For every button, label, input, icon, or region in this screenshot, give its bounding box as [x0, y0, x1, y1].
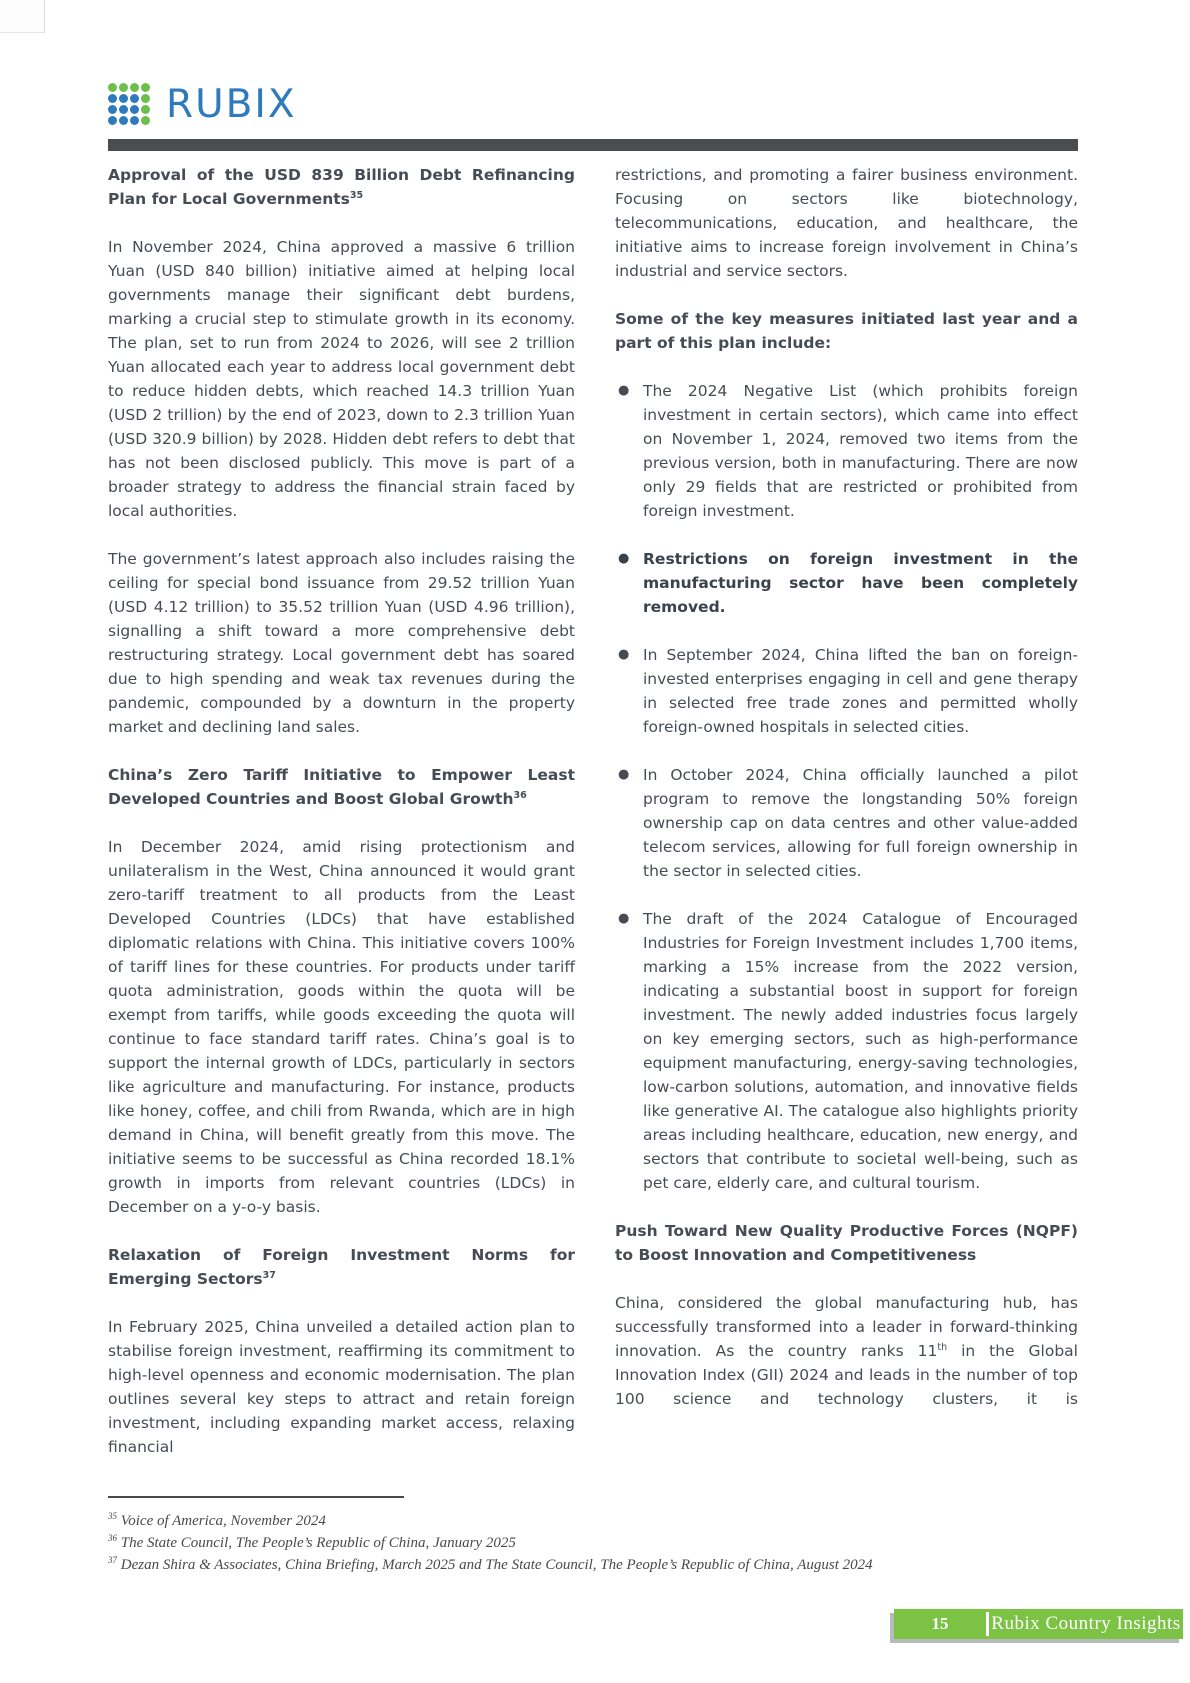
footnote-35 — [108, 1510, 1018, 1532]
list-item-text: The 2024 Negative List (which prohibits foreign investment in certain sectors), which came into effect on November 1, 2024, removed two items from the previous version, both in manufacturing. There are now only 29 fields that are restricted or prohibited from foreign investment. — [643, 382, 1078, 520]
list-item-text: Restrictions on foreign investment in the manufacturing sector have been completely removed. — [643, 550, 1078, 616]
list-item-cell-gene-therapy — [615, 643, 1078, 739]
list-item-restrictions-removed — [615, 547, 1078, 619]
footnote-number: 37 — [108, 1555, 117, 1565]
bullet-icon: ● — [618, 911, 630, 926]
footnote-36 — [108, 1532, 1018, 1554]
paragraph-zero-tariff: In December 2024, amid rising protectionism and unilateralism in the West, China announced it would grant zero-tariff treatment to all products from the Least Developed Countries (LDCs) that have established diplomatic relations with China. This initiative covers 100% of tariff lines for these countries. For products under tariff quota administration, goods within the quota will be exempt from tariffs, while goods exceeding the quota will continue to face standard tariff rates. China’s goal is to support the internal growth of LDCs, particularly in sectors like agriculture and manufacturing. For instance, products like honey, coffee, and chili from Rwanda, which are in high demand in China, will benefit greatly from this move. The initiative seems to be successful as China recorded 18.1% growth in imports from relevant countries (LDCs) in December on a y-o-y basis. — [108, 838, 575, 1216]
footer-bar — [894, 1609, 1183, 1639]
heading-text: Relaxation of Foreign Investment Norms for Emerging Sectors — [108, 1246, 575, 1288]
paragraph-text: China, considered the global manufacturing hub, has successfully transformed into a leader in forward-thinking innovation. As the country ranks 11 — [615, 1294, 1078, 1360]
page-number: 15 — [931, 1614, 949, 1633]
ordinal-superscript: th — [937, 1341, 948, 1353]
footnote-text: Voice of America, November 2024 — [120, 1513, 326, 1529]
heading-zero-tariff-initiative — [108, 763, 575, 811]
key-measures-list — [615, 379, 1078, 1195]
paragraph-foreign-investment-continued: restrictions, and promoting a fairer business environment. Focusing on sectors like biotechnology, telecommunications, education, and healthcare, the initiative aims to increase foreign involvement in China’s industrial and service sectors. — [615, 166, 1078, 280]
footnote-number: 35 — [108, 1511, 117, 1521]
list-item-negative-list — [615, 379, 1078, 523]
footnotes — [108, 1496, 1018, 1576]
two-column-body — [108, 163, 1078, 1483]
right-column — [615, 163, 1078, 1483]
bullet-icon: ● — [618, 647, 630, 662]
paragraph-debt-plan-2: The government’s latest approach also includes raising the ceiling for special bond issuance from 29.52 trillion Yuan (USD 4.12 trillion) to 35.52 trillion Yuan (USD 4.96 trillion), signalling a shift toward a more comprehensive debt restructuring strategy. Local government debt has soared due to high spending and weak tax revenues during the pandemic, compounded by a downturn in the property market and declining land sales. — [108, 550, 575, 736]
corner-artifact — [0, 0, 45, 33]
heading-text: Approval of the USD 839 Billion Debt Refinancing Plan for Local Governments — [108, 166, 575, 208]
brand-name: RUBIX — [166, 81, 297, 127]
paragraph-debt-plan-1: In November 2024, China approved a massive 6 trillion Yuan (USD 840 billion) initiative aimed at helping local governments manage their significant debt burdens, marking a crucial step to stimulate growth in its economy. The plan, set to run from 2024 to 2026, will see 2 trillion Yuan allocated each year to address local government debt to reduce hidden debts, which reached 14.3 trillion Yuan (USD 2 trillion) by the end of 2023, down to 2.3 trillion Yuan (USD 320.9 billion) by 2028. Hidden debt refers to debt that has not been disclosed publicly. This move is part of a broader strategy to address the financial strain faced by local authorities. — [108, 238, 575, 520]
heading-debt-refinancing-plan — [108, 163, 575, 211]
footnote-37 — [108, 1554, 1018, 1576]
list-item-ownership-cap-pilot — [615, 763, 1078, 883]
bullet-icon: ● — [618, 383, 630, 398]
footer-label: Rubix Country Insights — [991, 1613, 1181, 1634]
left-column — [108, 163, 575, 1483]
heading-relaxation-foreign-investment — [108, 1243, 575, 1291]
footnote-divider — [108, 1496, 404, 1498]
list-item-text: In October 2024, China officially launched a pilot program to remove the longstanding 50% foreign ownership cap on data centres and other value-added telecom services, allowing for full foreign ownership in the sector in selected cities. — [643, 766, 1078, 880]
paragraph-nqpf — [615, 1291, 1078, 1411]
footnote-ref-37: 37 — [262, 1269, 276, 1281]
bullet-icon: ● — [618, 767, 630, 782]
heading-nqpf: Push Toward New Quality Productive Forces (NQPF) to Boost Innovation and Competitiveness — [615, 1222, 1078, 1264]
footnote-number: 36 — [108, 1533, 117, 1543]
header-rule — [108, 139, 1078, 151]
footnote-text: The State Council, The People’s Republic of China, January 2025 — [120, 1535, 516, 1551]
rubix-logo — [108, 83, 297, 125]
list-item-text: The draft of the 2024 Catalogue of Encouraged Industries for Foreign Investment includes 1,700 items, marking a 15% increase from the 2022 version, indicating a substantial boost in support for foreign investment. The newly added industries focus largely on key emerging sectors, such as high-performance equipment manufacturing, energy-saving technologies, low-carbon solutions, automation, and innovative fields like generative AI. The catalogue also highlights priority areas including healthcare, education, new energy, and sectors that contribute to societal well-being, such as pet care, elderly care, and cultural tourism. — [643, 910, 1078, 1192]
heading-text: China’s Zero Tariff Initiative to Empower Least Developed Countries and Boost Global Growth — [108, 766, 575, 808]
footnote-ref-35: 35 — [349, 189, 364, 201]
paragraph-foreign-investment-plan: In February 2025, China unveiled a detailed action plan to stabilise foreign investment, reaffirming its commitment to high-level openness and economic modernisation. The plan outlines several key steps to attract and retain foreign investment, including expanding market access, relaxing financial — [108, 1318, 575, 1456]
bullet-icon: ● — [618, 551, 630, 566]
footnote-ref-36: 36 — [513, 789, 527, 801]
paragraph-text: in the Global Innovation Index (GII) 2024 and leads in the number of top 100 science and technology clusters, it is — [615, 1342, 1078, 1408]
footnote-text: Dezan Shira & Associates, China Briefing, March 2025 and The State Council, The People’s Republic of China, August 2024 — [120, 1557, 873, 1573]
heading-key-measures: Some of the key measures initiated last year and a part of this plan include: — [615, 310, 1078, 352]
list-item-text: In September 2024, China lifted the ban on foreign-invested enterprises engaging in cell and gene therapy in selected free trade zones and permitted wholly foreign-owned hospitals in selected cities. — [643, 646, 1078, 736]
logo-dot-grid-icon — [108, 83, 150, 125]
list-item-encouraged-industries — [615, 907, 1078, 1195]
